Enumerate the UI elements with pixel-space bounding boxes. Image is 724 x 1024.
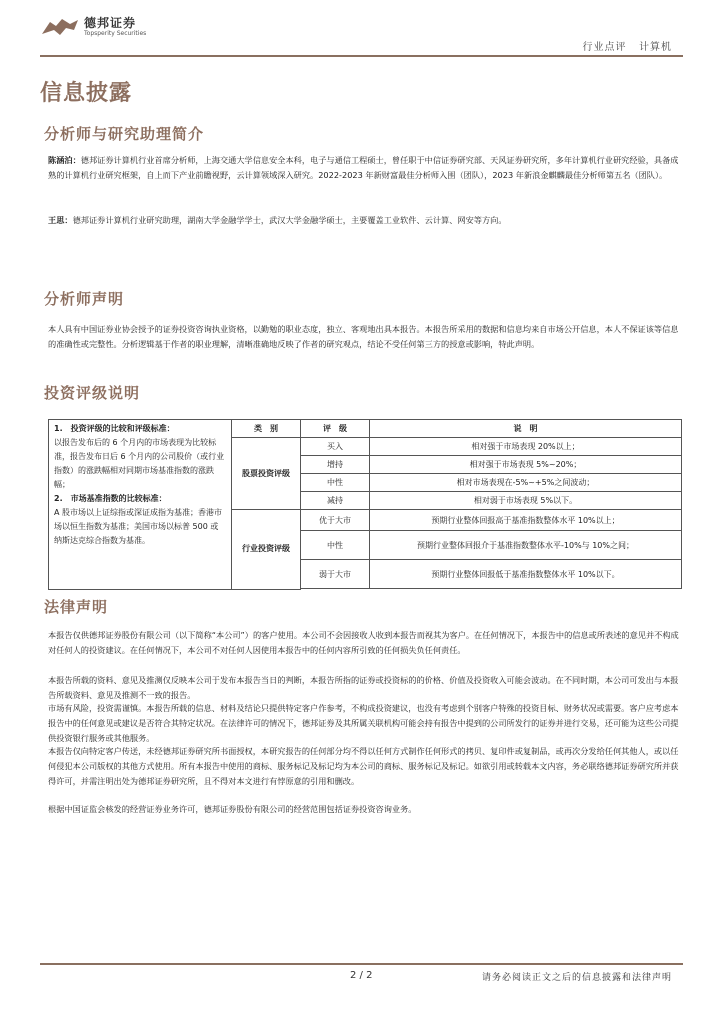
legal-paragraph: 根据中国证监会核发的经营证券业务许可，德邦证券股份有限公司的经营范围包括证券投资咨询业务。 <box>48 804 417 814</box>
analyst-intro-heading: 分析师与研究助理简介 <box>44 125 205 143</box>
criteria-2-title: 2. 市场基准指数的比较标准： <box>54 494 167 503</box>
analyst-name: 陈涵泊： <box>48 155 81 165</box>
legal-paragraph: 本报告仅供德邦证券股份有限公司（以下简称“本公司”）的客户使用。本公司不会因接收人收到本报告而视其为客户。在任何情况下，本报告中的信息或所表述的意见并不构成对任何人的投资建议。在任何情况下，本公司不对任何人因使用本报告中的任何内容所引致的任何损失负任何责任。 <box>48 630 679 655</box>
legal-paragraph: 本报告仅向特定客户传送，未经德邦证券研究所书面授权，本研究报告的任何部分均不得以任何方式制作任何形式的拷贝、复印件或复制品，或再次分发给任何其他人，或以任何侵犯本公司版权的其他方式使用。所有本报告中使用的商标、服务标记及标记均为本公司的商标、服务标记及标记。如欲引用或转载本文内容，务必联络德邦证券研究所并获得许可，并需注明出处为德邦证券研究所，且不得对本文进行有悖原意的引用和删改。 <box>48 746 679 786</box>
rating-desc: 相对强于市场表现 20%以上； <box>370 438 682 456</box>
rating-desc: 相对弱于市场表现 5%以下。 <box>370 492 682 510</box>
rating-table <box>48 419 682 590</box>
rating-level: 中性 <box>301 531 370 560</box>
footer-note: 请务必阅读正文之后的信息披露和法律声明 <box>481 973 672 983</box>
criteria-2-text: A 股市场以上证综指或深证成指为基准；香港市场以恒生指数为基准；美国市场以标普 500 或纳斯达克综合指数为基准。 <box>54 508 223 545</box>
category-label: 行业点评 <box>582 42 627 53</box>
criteria-1-text: 以报告发布后的 6 个月内的市场表现为比较标准，报告发布日后 6 个月内的公司股价（或行业指数）的涨跌幅相对同期市场基准指数的涨跌幅； <box>54 438 225 489</box>
rating-level: 减持 <box>301 492 370 510</box>
assistant-name: 王思： <box>48 215 73 225</box>
col-category: 类 别 <box>232 420 301 438</box>
industry-rating-label: 行业投资评级 <box>232 510 301 590</box>
brand-name-en: Topsperity Securities <box>84 30 147 37</box>
rating-desc: 预期行业整体回报低于基准指数整体水平 10%以下。 <box>370 560 682 589</box>
rating-criteria <box>49 420 232 590</box>
rating-desc: 预期行业整体回报介于基准指数整体水平-10%与 10%之间； <box>370 531 682 560</box>
rating-level: 弱于大市 <box>301 560 370 589</box>
col-description: 说 明 <box>370 420 682 438</box>
page-number: 2 / 2 <box>350 970 373 981</box>
rating-level: 优于大市 <box>301 510 370 531</box>
sector-label: 计算机 <box>639 42 672 53</box>
rating-level: 增持 <box>301 456 370 474</box>
legal-paragraph: 市场有风险，投资需谨慎。本报告所载的信息、材料及结论只提供特定客户作参考，不构成投资建议，也没有考虑到个别客户特殊的投资目标、财务状况或需要。客户应考虑本报告中的任何意见或建议是否符合其特定状况。在法律许可的情况下，德邦证券及其所属关联机构可能会持有报告中提到的公司所发行的证券并进行交易，还可能为这些公司提供投资银行服务或其他服务。 <box>48 703 679 743</box>
analyst-statement-heading: 分析师声明 <box>44 290 125 308</box>
footer-divider <box>40 963 683 965</box>
analyst-entry <box>48 153 682 183</box>
report-category <box>582 38 672 53</box>
rating-level: 中性 <box>301 474 370 492</box>
col-rating: 评 级 <box>301 420 370 438</box>
header-divider <box>40 55 683 57</box>
rating-heading: 投资评级说明 <box>44 384 141 402</box>
rating-desc: 相对强于市场表现 5%~20%； <box>370 456 682 474</box>
rating-level: 买入 <box>301 438 370 456</box>
analyst-statement-text: 本人具有中国证券业协会授予的证券投资咨询执业资格，以勤勉的职业态度，独立、客观地出具本报告。本报告所采用的数据和信息均来自市场公开信息，本人不保证该等信息的准确性或完整性。分析逻辑基于作者的职业理解，清晰准确地反映了作者的研究观点，结论不受任何第三方的授意或影响，特此声明。 <box>48 324 679 349</box>
analyst-bio: 德邦证券计算机行业首席分析师，上海交通大学信息安全本科，电子与通信工程硕士，曾任职于中信证券研究部、天风证券研究所，多年计算机行业研究经验，具备成熟的计算机行业研究框架，自上而下产业前瞻视野，云计算领域深入研究。2022-2023 年新财富最佳分析师入围（团队），2023 年新浪金麒麟最佳分析师第五名（团队）。 <box>48 155 679 180</box>
rating-desc: 预期行业整体回报高于基准指数整体水平 10%以上； <box>370 510 682 531</box>
dragon-logo-icon <box>40 16 80 38</box>
rating-desc: 相对市场表现在-5%~+5%之间波动； <box>370 474 682 492</box>
brand-name-cn: 德邦证券 <box>84 16 137 30</box>
assistant-entry <box>48 213 682 228</box>
assistant-bio: 德邦证券计算机行业研究助理，湖南大学金融学学士，武汉大学金融学硕士，主要覆盖工业软件、云计算、网安等方向。 <box>72 215 507 225</box>
criteria-1-title: 1. 投资评级的比较和评级标准： <box>54 424 175 433</box>
page-title: 信息披露 <box>40 80 133 106</box>
stock-rating-label: 股票投资评级 <box>232 438 301 510</box>
legal-paragraph: 本报告所载的资料、意见及推测仅反映本公司于发布本报告当日的判断，本报告所指的证券或投资标的的价格、价值及投资收入可能会波动。在不同时期，本公司可发出与本报告所载资料、意见及推测不一致的报告。 <box>48 675 679 700</box>
legal-heading: 法律声明 <box>44 598 109 616</box>
